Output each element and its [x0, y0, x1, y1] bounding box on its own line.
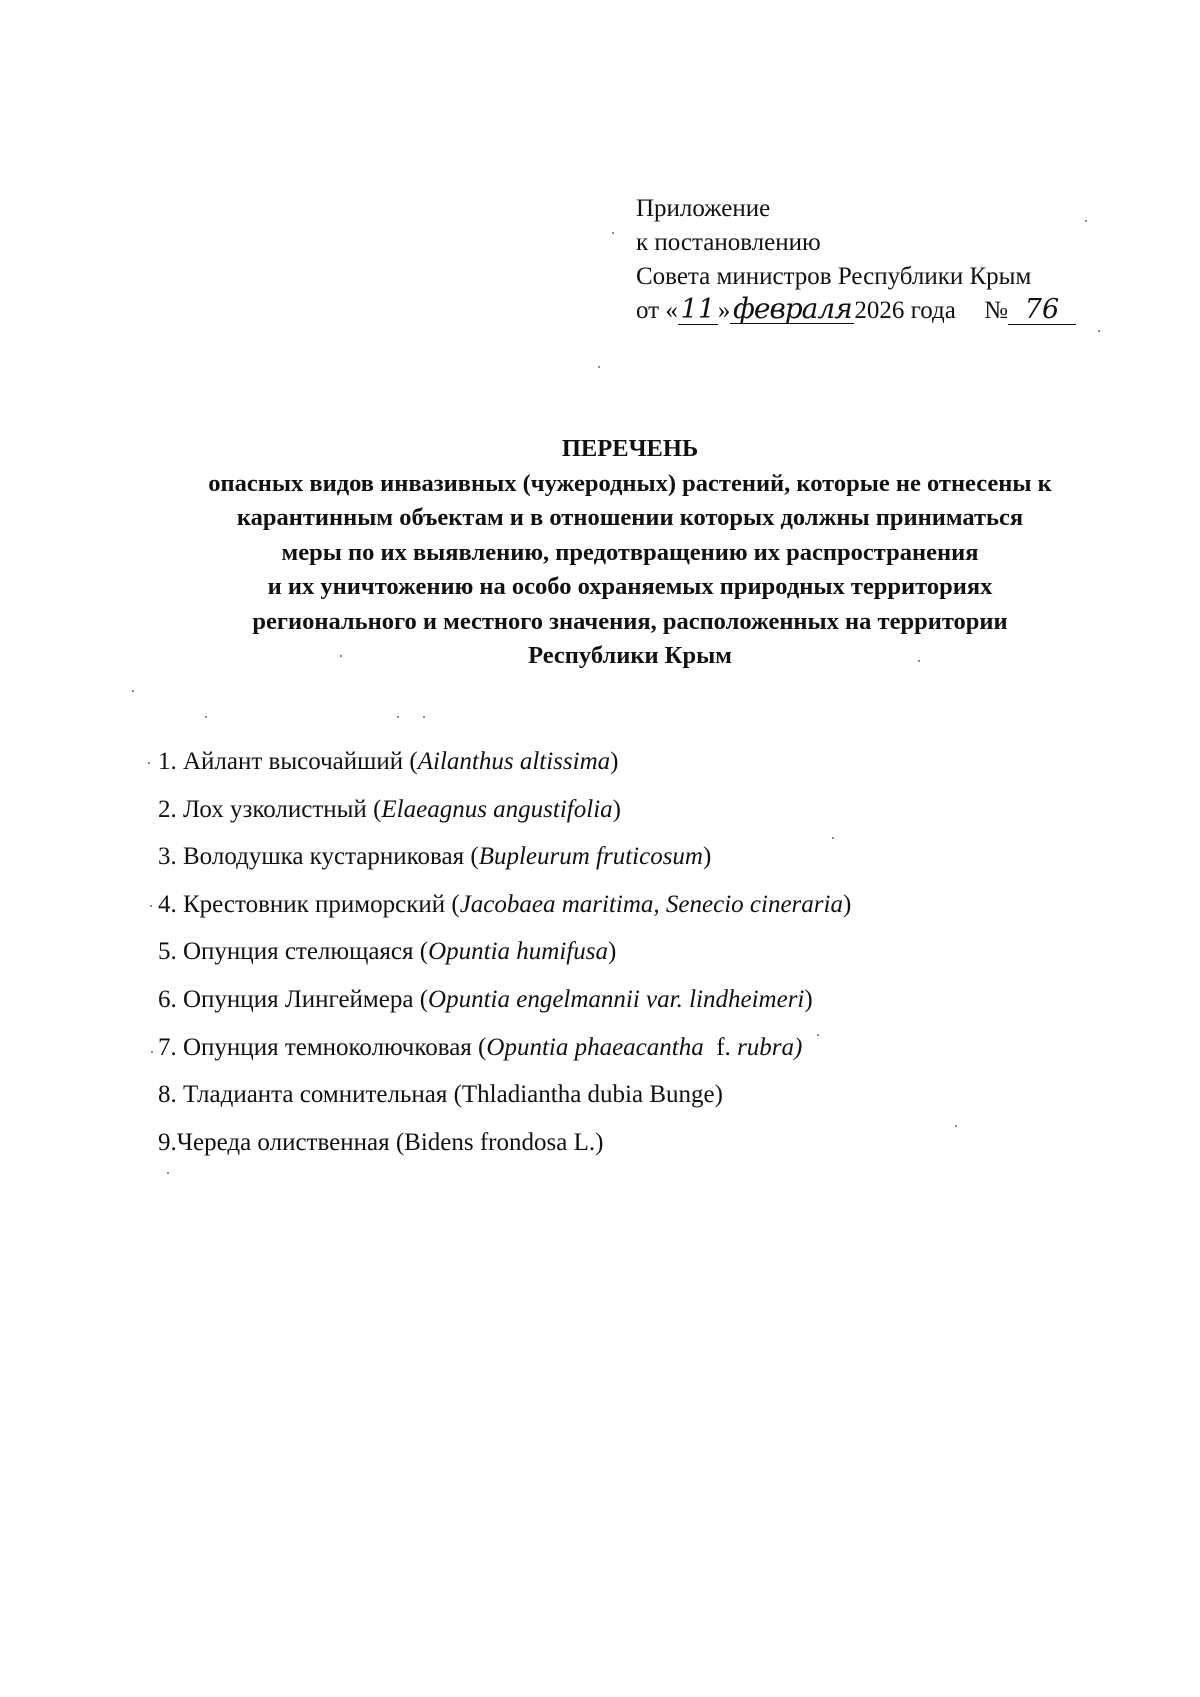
list-item [158, 888, 1058, 936]
scan-speck [612, 232, 614, 234]
latin-name: Opuntia humifusa [428, 938, 608, 966]
latin-name: Jacobaea maritima, Senecio cineraria [459, 890, 843, 918]
number-label: № [984, 297, 1008, 324]
appendix-to-resolution: к постановлению [636, 229, 821, 256]
scan-speck [817, 1034, 819, 1036]
title-heading: ПЕРЕЧЕНЬ [561, 435, 699, 462]
appendix-label: Приложение [636, 195, 771, 222]
appendix-issuer: Совета министров Республики Крым [636, 263, 1032, 290]
date-prefix: от « [636, 297, 678, 324]
scan-speck [151, 1051, 153, 1053]
form-label: f. [703, 1033, 738, 1061]
scan-speck [167, 1172, 169, 1174]
scan-speck [132, 690, 134, 692]
handwritten-number: 76 [1008, 296, 1076, 325]
appendix-date-line [636, 294, 1116, 328]
closing-paren: ) [607, 938, 617, 966]
species-name: 8. Тладианта сомнительная (Thladiantha dubia Bunge) [158, 1081, 723, 1109]
closing-paren: ) [804, 985, 813, 1013]
date-year: 2026 года [854, 297, 956, 324]
latin-name: Elaeagnus angustifolia [381, 795, 613, 823]
latin-name: Bupleurum fruticosum [478, 843, 703, 871]
species-name: 6. Опунция Лингеймера ( [158, 985, 429, 1013]
list-item [158, 840, 1058, 888]
latin-form-name: rubra) [737, 1033, 803, 1061]
species-list [158, 745, 1058, 1173]
title-line: регионального и местного значения, расположенных на территории [252, 607, 1008, 635]
list-item [158, 793, 1058, 841]
list-item [158, 745, 1058, 793]
species-name: 5. Опунция стелющаяся ( [158, 938, 429, 966]
species-name: 3. Володушка кустарниковая ( [158, 843, 479, 871]
scan-speck [832, 837, 834, 839]
scan-speck [598, 366, 600, 368]
handwritten-day: 11 [678, 296, 718, 325]
scan-speck [1098, 330, 1100, 332]
scan-speck [1085, 220, 1087, 222]
date-mid: » [717, 297, 731, 324]
scan-speck [918, 660, 920, 662]
closing-paren: ) [702, 843, 712, 871]
scan-speck [148, 762, 150, 764]
list-item [158, 983, 1058, 1031]
list-item [158, 1031, 1058, 1079]
title-line: карантинным объектам и в отношении которых должны приниматься [236, 504, 1024, 531]
scan-speck [340, 655, 342, 657]
scan-speck [205, 716, 207, 718]
closing-paren: ) [612, 795, 621, 823]
latin-name: Opuntia engelmannii var. lindheimeri [428, 985, 805, 1013]
title-line: и их уничтожению на особо охраняемых природных территориях [267, 573, 993, 600]
list-item [158, 935, 1058, 983]
appendix-block [636, 192, 1116, 328]
handwritten-month: февраля [730, 295, 854, 324]
closing-paren: ) [610, 748, 619, 775]
scan-speck [423, 716, 425, 718]
scan-speck [955, 1125, 957, 1127]
scan-speck [150, 905, 152, 907]
species-name: 9.Череда олиственная (Bidens frondosa L.) [158, 1128, 604, 1156]
title-line: меры по их выявлению, предотвращению их распространения [281, 538, 979, 566]
latin-name: Opuntia phaeacantha [486, 1033, 704, 1061]
species-name: 1. Айлант высочайший ( [158, 748, 418, 775]
species-name: 2. Лох узколистный ( [158, 795, 382, 823]
closing-paren: ) [842, 890, 852, 918]
species-name: 7. Опунция темноколючковая ( [158, 1033, 487, 1061]
document-title [140, 432, 1120, 674]
list-item [158, 1126, 1058, 1174]
species-name: 4. Крестовник приморский ( [158, 890, 460, 918]
scan-speck [397, 716, 399, 718]
title-line: Республики Крым [528, 642, 732, 669]
latin-name: Ailanthus altissima [417, 748, 611, 775]
list-item [158, 1078, 1058, 1126]
title-line: опасных видов инвазивных (чужеродных) растений, которые не отнесены к [208, 469, 1052, 497]
